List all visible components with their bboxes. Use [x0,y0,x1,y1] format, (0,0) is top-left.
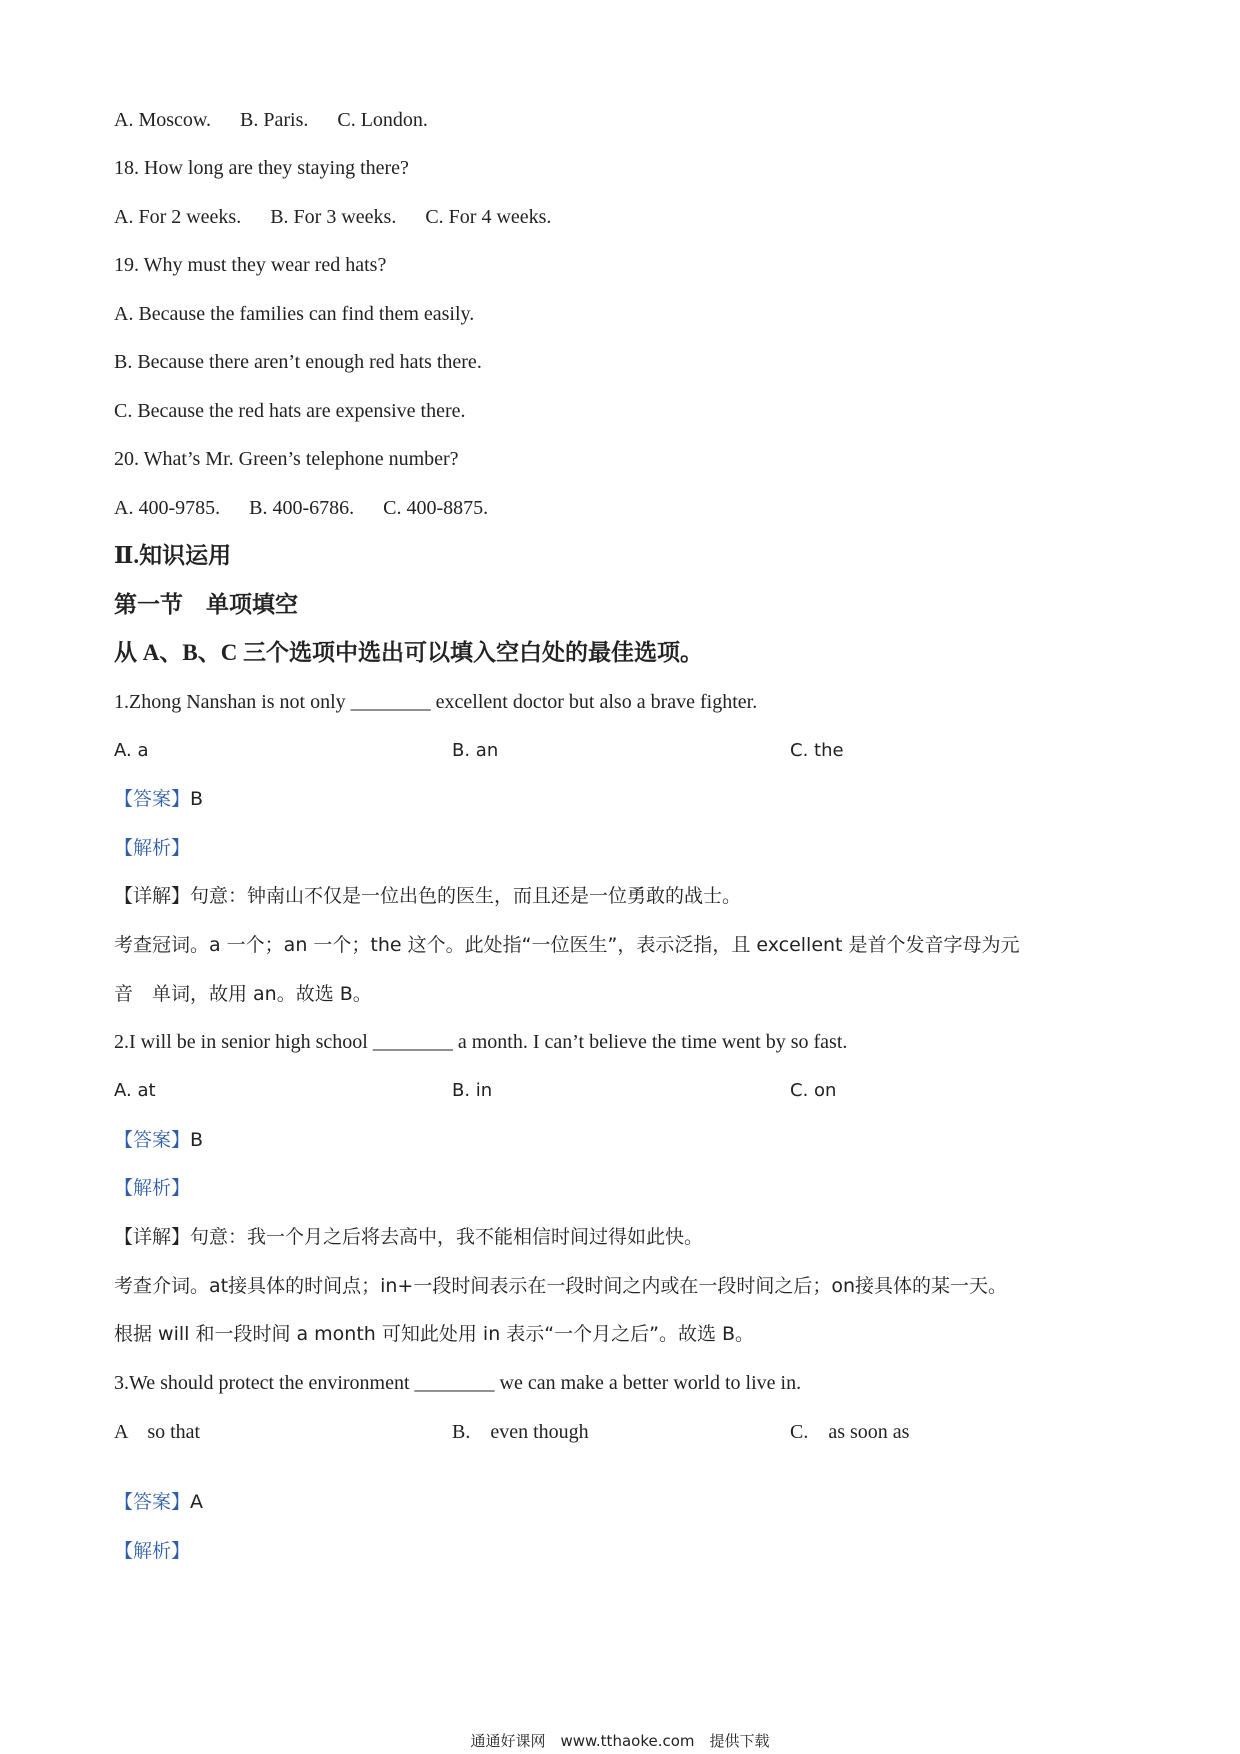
item2-option-b: B. in [452,1080,493,1101]
item1-option-b: B. an [452,740,499,761]
section-sub-heading: 第一节 单项填空 [114,592,298,617]
q19-option-a: A. Because the families can find them easily. [114,303,475,325]
q20-options: A. 400-9785. B. 400-6786. C. 400-8875. [114,497,489,519]
item2-explanation-2: 根据 will 和一段时间 a month 可知此处用 in 表示“一个月之后”。故选 B。 [114,1323,755,1345]
item3-option-b: B. even though [452,1421,589,1443]
page-footer: 通通好课网 www.tthaoke.com 提供下载 [470,1732,770,1750]
q19-option-b: B. Because there aren’t enough red hats there. [114,351,482,373]
item1-option-a: A. a [114,740,149,761]
item1-question: 1.Zhong Nanshan is not only ________ excellent doctor but also a brave fighter. [114,691,758,713]
item2-option-a: A. at [114,1080,156,1101]
item3-option-a: A so that [114,1421,201,1443]
item1-explanation-2: 音 单词，故用 an。故选 B。 [114,983,372,1005]
item1-detail: 【详解】句意：钟南山不仅是一位出色的医生，而且还是一位勇敢的战士。 [114,885,742,907]
item1-explanation-1: 考查冠词。a 一个；an 一个；the 这个。此处指“一位医生”，表示泛指，且 excellent 是首个发音字母为元 [114,934,1020,956]
item1-option-c: C. the [790,740,844,761]
section-instruction: 从 A、B、C 三个选项中选出可以填入空白处的最佳选项。 [114,640,704,665]
item1-analysis-label: 【解析】 [114,837,191,859]
section-heading: Ⅱ.知识运用 [114,543,232,568]
item3-analysis-label: 【解析】 [114,1540,191,1562]
item2-option-c: C. on [790,1080,837,1101]
item2-explanation-1: 考查介词。at接具体的时间点；in+一段时间表示在一段时间之内或在一段时间之后；on接具体的某一天。 [114,1275,1008,1297]
item2-question: 2.I will be in senior high school ________ a month. I can’t believe the time went by so fast. [114,1031,848,1053]
item2-detail: 【详解】句意：我一个月之后将去高中，我不能相信时间过得如此快。 [114,1226,704,1248]
q17-options: A. Moscow. B. Paris. C. London. [114,109,428,131]
q18-options: A. For 2 weeks. B. For 3 weeks. C. For 4 weeks. [114,206,552,228]
item2-answer: 【答案】B [114,1129,204,1151]
item3-answer: 【答案】A [114,1491,204,1513]
item3-question: 3.We should protect the environment ________ we can make a better world to live in. [114,1372,802,1394]
item2-analysis-label: 【解析】 [114,1177,191,1199]
item3-option-c: C. as soon as [790,1421,910,1443]
q18-question: 18. How long are they staying there? [114,157,409,179]
q19-option-c: C. Because the red hats are expensive there. [114,400,466,422]
item1-answer: 【答案】B [114,788,204,810]
q20-question: 20. What’s Mr. Green’s telephone number? [114,448,459,470]
q19-question: 19. Why must they wear red hats? [114,254,387,276]
